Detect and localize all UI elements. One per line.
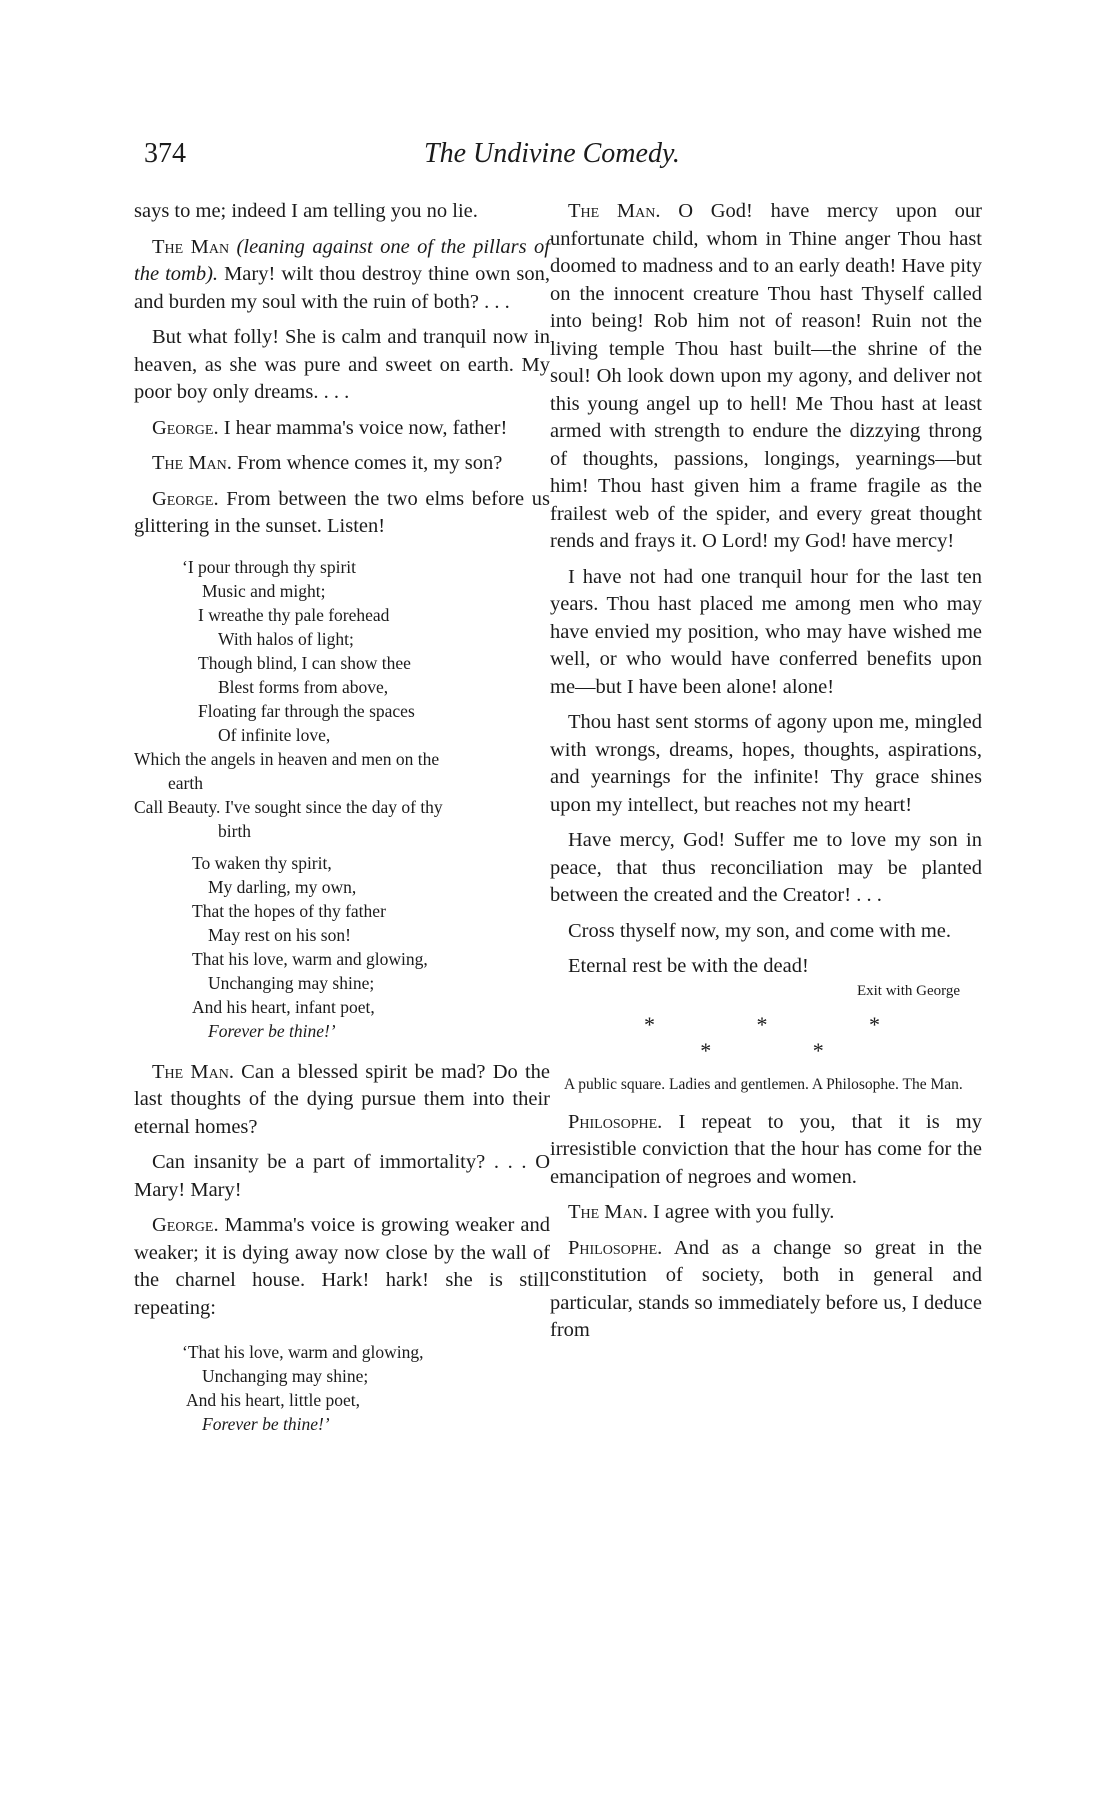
speech: I repeat to you, that it is my irresistible conviction that the hour has come for the emancipation of negroes and women. — [550, 1110, 983, 1188]
poem-line: earth — [168, 772, 203, 793]
poem-line: Forever be thine!’ — [202, 1414, 330, 1434]
paragraph — [550, 1199, 982, 1227]
paragraph — [134, 234, 550, 317]
speaker: The Man. — [568, 200, 661, 222]
poem-line: To waken thy spirit, — [192, 852, 332, 873]
poem-line: And his heart, little poet, — [186, 1390, 360, 1410]
speech: Mamma's voice is growing weaker and weaker; it is dying away now close by the wall of the charnel house. Hark! hark! she is still repeating: — [134, 1214, 550, 1319]
speech: I hear mamma's voice now, father! — [223, 416, 508, 439]
speech: O God! have mercy upon our unfortunate child, whom in Thine anger Thou hast doomed to madness and to an early death! Have pity on the innocent creature Thou hast Thyself called into being! Rob him not of reason! Ruin not the living temple Thou hast built—the shrine of the soul! Oh look down upon my agony, and deliver not this young angel up to hell! Me Thou hast at least armed with strength to endure the dizzying throng of thoughts, passions, longings, yearnings—but him! Thou hast given him a frame fragile as the frailest web of the spider, and every great thought rends and frays it. O Lord! my God! have mercy! — [550, 200, 983, 552]
paragraph: Cross thyself now, my son, and come with me. — [568, 919, 952, 942]
paragraph — [134, 450, 550, 478]
poem-line: Of infinite love, — [218, 724, 331, 745]
paragraph: Have mercy, God! Suffer me to love my son in peace, that thus reconciliation may be planted between the created and the Creator! . . . — [550, 829, 982, 906]
speech: And as a change so great in the constitution of society, both in general and particular, stands so immediately before us, I deduce from — [550, 1236, 982, 1341]
speech: Mary! wilt thou destroy thine own son, and burden my soul with the ruin of both? . . . — [134, 263, 551, 313]
paragraph — [134, 486, 550, 541]
poem-line: And his heart, infant poet, — [192, 996, 375, 1017]
paragraph — [134, 415, 550, 443]
poem-line: That the hopes of thy father — [192, 900, 386, 921]
speaker: The Man — [152, 235, 230, 258]
poem-line: ‘That his love, warm and glowing, — [182, 1342, 424, 1362]
paragraph: Thou hast sent storms of agony upon me, mingled with wrongs, dreams, hopes, thoughts, aspirations, and yearnings for the infinite! Thy grace shines upon my intellect, but reaches not my heart! — [550, 711, 982, 816]
section-break: * * * * * — [644, 1011, 928, 1063]
speech: From whence comes it, my son? — [237, 452, 503, 474]
speaker: The Man. — [568, 1201, 648, 1223]
page-header — [0, 138, 1120, 188]
speaker: Philosophe. — [568, 1110, 663, 1133]
poem-line: Though blind, I can show thee — [198, 652, 411, 673]
speaker: The Man. — [152, 452, 232, 474]
stage-exit: Exit with George — [856, 982, 960, 999]
left-column — [134, 198, 550, 1436]
running-title: The Undivine Comedy. — [424, 138, 680, 169]
speech: I agree with you fully. — [653, 1201, 835, 1223]
speaker: The Man. — [152, 1060, 234, 1083]
poem-line: Blest forms from above, — [218, 676, 389, 697]
poem-line: Floating far through the spaces — [198, 700, 415, 721]
poem-line: ‘I pour through thy spirit — [182, 556, 357, 577]
poem-line: Unchanging may shine; — [208, 972, 375, 993]
scene-heading: A public square. Ladies and gentlemen. A Philosophe. The Man. — [564, 1075, 963, 1093]
poem-line: I wreathe thy pale forehead — [198, 604, 390, 625]
paragraph: I have not had one tranquil hour for the last ten years. Thou hast placed me among men who may have envied my position, who may have wished me well, or who would have conferred benefits upon me—but I have been alone! alone! — [550, 565, 982, 698]
page-number: 374 — [144, 138, 186, 169]
paragraph — [134, 1059, 550, 1142]
speaker: George. — [152, 1214, 219, 1236]
paragraph — [550, 1235, 982, 1345]
speaker: George. — [152, 416, 219, 439]
poem-line: Call Beauty. I've sought since the day of thy — [134, 796, 443, 817]
poem — [134, 555, 550, 1043]
poem-line: Which the angels in heaven and men on the — [134, 748, 440, 769]
speaker: George. — [152, 487, 219, 510]
paragraph — [134, 1212, 550, 1322]
paragraph: But what folly! She is calm and tranquil now in heaven, as she was pure and sweet on earth. My poor boy only dreams. . . . — [134, 326, 550, 403]
paragraph: Can insanity be a part of immortality? . . . O Mary! Mary! — [134, 1151, 550, 1201]
poem-line: Music and might; — [202, 580, 326, 601]
poem-line: With halos of light; — [218, 628, 354, 649]
speech: From between the two elms before us glittering in the sunset. Listen! — [134, 487, 550, 537]
poem-line: May rest on his son! — [208, 924, 351, 945]
poem-line: birth — [218, 820, 252, 841]
paragraph — [550, 198, 982, 556]
stage-direction: (leaning against one of the pillars of the tomb). — [134, 235, 551, 285]
poem-line: My darling, my own, — [208, 876, 357, 897]
paragraph: Eternal rest be with the dead! — [568, 955, 809, 977]
speech: Can a blessed spirit be mad? Do the last thoughts of the dying pursue them into their eternal homes? — [134, 1060, 551, 1138]
speaker: Philosophe. — [568, 1236, 663, 1259]
paragraph — [550, 1109, 982, 1192]
poem-line: That his love, warm and glowing, — [192, 948, 428, 969]
poem-reprise — [134, 1340, 550, 1436]
poem-line: Forever be thine!’ — [208, 1020, 336, 1041]
paragraph: says to me; indeed I am telling you no lie. — [134, 200, 478, 222]
right-column — [550, 198, 982, 1353]
poem-line: Unchanging may shine; — [202, 1366, 369, 1386]
